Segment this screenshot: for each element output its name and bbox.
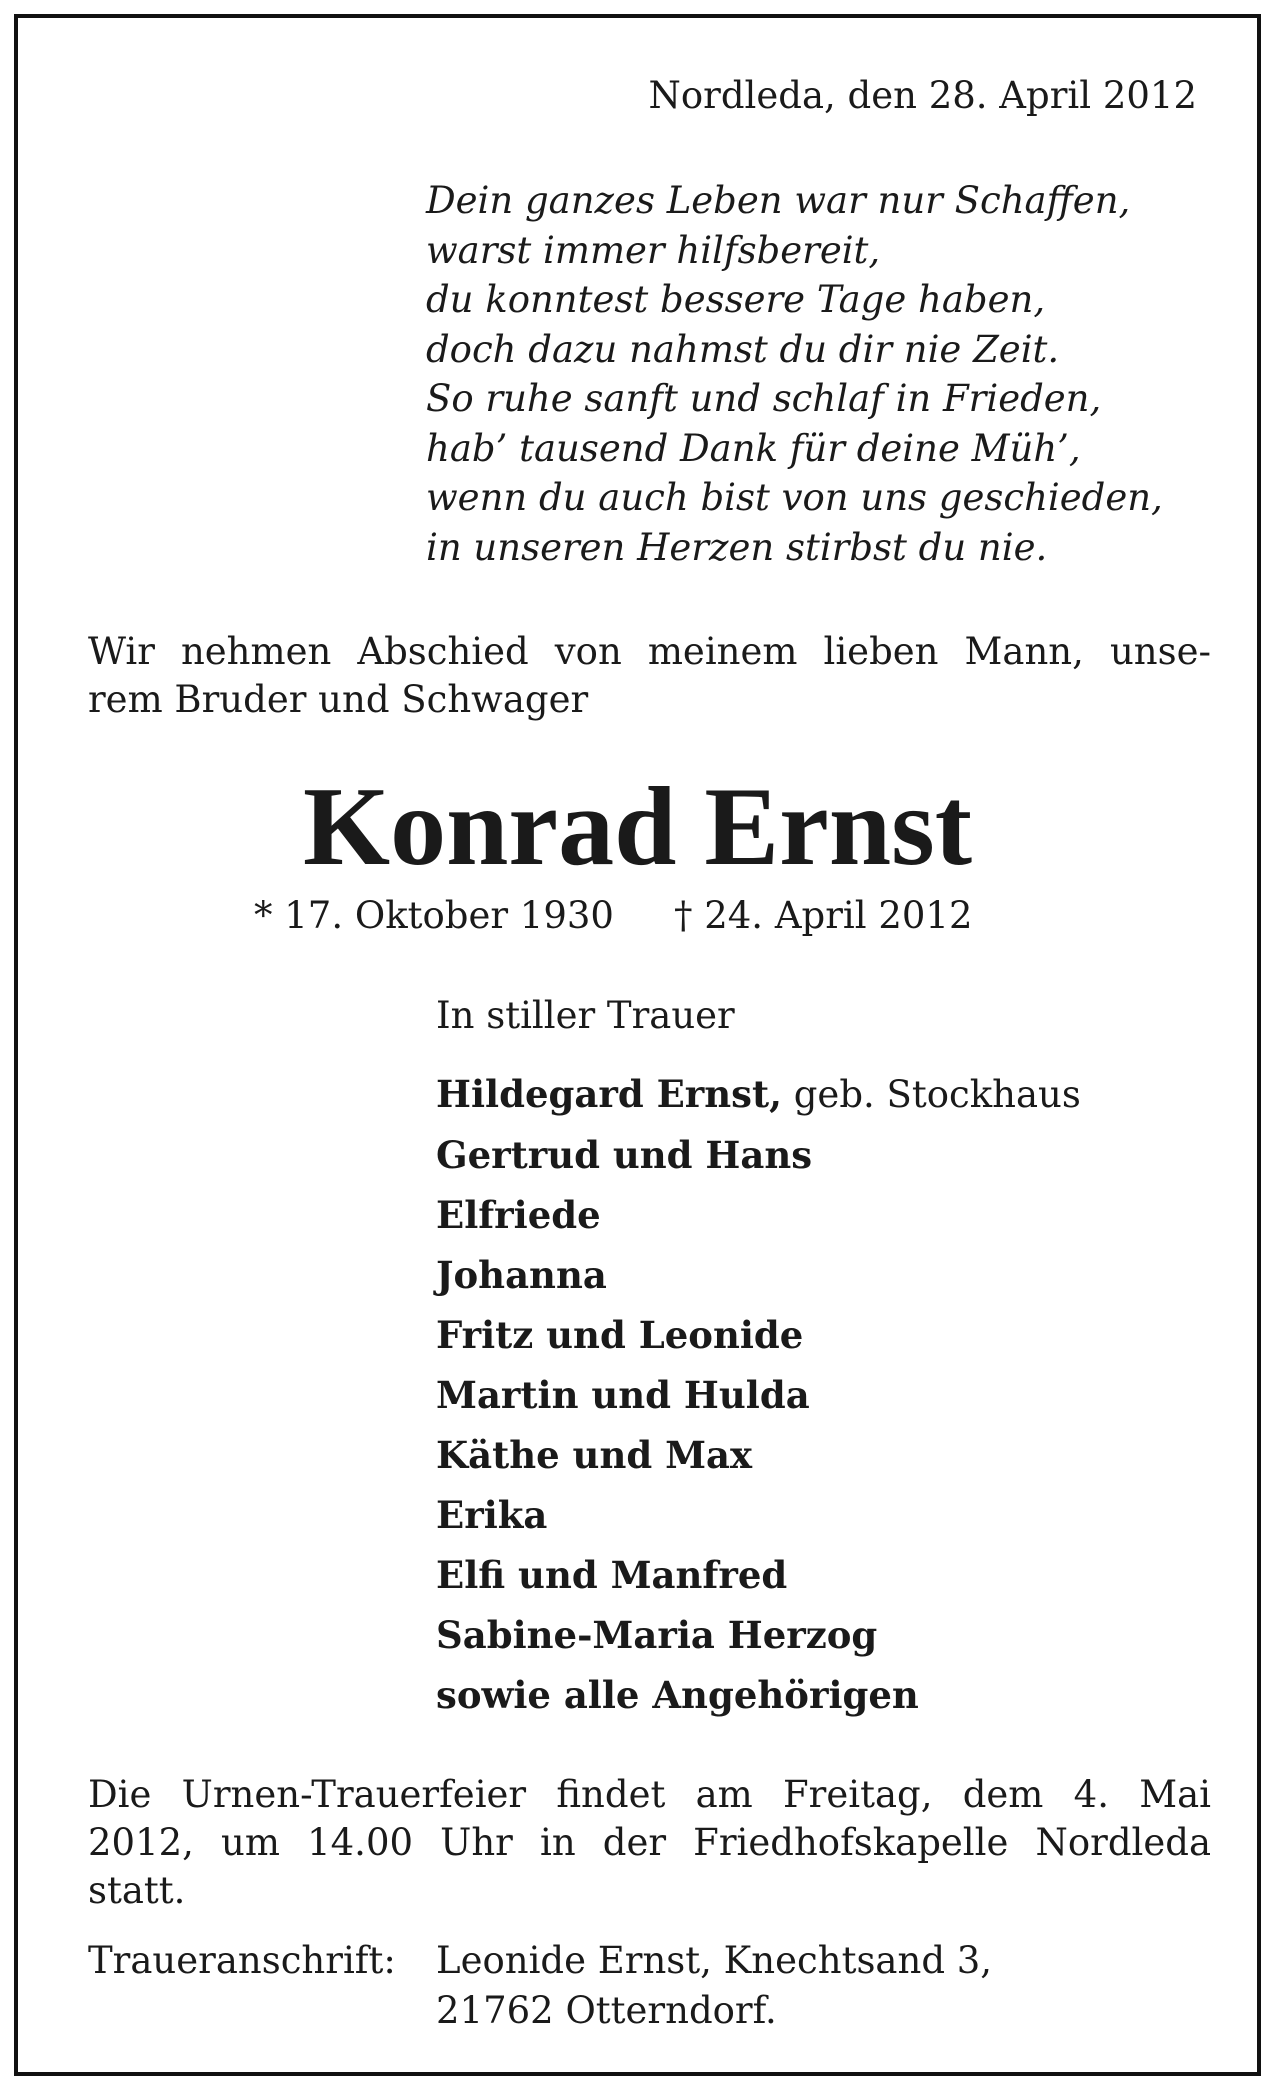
mourner-item: Käthe und Max (436, 1433, 753, 1477)
poem-line: hab’ tausend Dank für deine Müh’, (426, 426, 1081, 470)
poem-line: du konntest bessere Tage haben, (426, 278, 1046, 321)
service-line: statt. (88, 1869, 186, 1912)
poem (426, 176, 1163, 572)
address-line: 21762 Otterndorf. (436, 1989, 777, 2032)
service-line: Die Urnen-Trauerfeier findet am Freitag, dem 4. Mai (88, 1773, 1211, 1816)
mourner-item: Sabine-Maria Herzog (436, 1613, 878, 1657)
address-lines (436, 1936, 992, 2036)
mourner-item: Elfi und Manfred (436, 1553, 788, 1597)
address-line: Leonide Ernst, Knechtsand 3, (436, 1939, 993, 1982)
place-date: Nordleda, den 28. April 2012 (648, 74, 1197, 117)
mourner-item: Martin und Hulda (436, 1373, 810, 1417)
mourner-suffix: geb. Stockhaus (781, 1073, 1081, 1116)
life-dates (254, 894, 973, 938)
poem-line: in unseren Herzen stirbst du nie. (426, 525, 1048, 569)
mourner-item: sowie alle Angehörigen (436, 1673, 919, 1717)
obituary-notice (14, 14, 1261, 2076)
mourner-item: Fritz und Leonide (436, 1313, 804, 1357)
farewell-line: Wir nehmen Abschied von meinem lieben Mann, unse- (88, 630, 1211, 673)
poem-line: wenn du auch bist von uns geschieden, (426, 476, 1163, 519)
birth-date: * 17. Oktober 1930 (254, 894, 614, 937)
death-date: † 24. April 2012 (673, 894, 973, 937)
mourning-heading: In stiller Trauer (436, 994, 735, 1037)
poem-line: warst immer hilfsbereit, (426, 228, 881, 272)
poem-line: Dein ganzes Leben war nur Schaffen, (426, 179, 1131, 222)
mourners-list (436, 1064, 1081, 1725)
mourner-item: Erika (436, 1493, 548, 1537)
mourner-item: Elfriede (436, 1193, 601, 1237)
mourner-item: Johanna (436, 1253, 607, 1297)
mourner-item: Gertrud und Hans (436, 1133, 813, 1177)
poem-line: doch dazu nahmst du dir nie Zeit. (426, 327, 1060, 371)
deceased-name: Konrad Ernst (303, 765, 972, 889)
farewell-text (88, 628, 1211, 724)
service-line: 2012, um 14.00 Uhr in der Friedhofskapelle Nordleda (88, 1821, 1211, 1864)
address-label: Traueranschrift: (88, 1939, 396, 1982)
mourner-name: Hildegard Ernst, (436, 1072, 782, 1116)
mourner-item (436, 1064, 1081, 1125)
poem-line: So ruhe sanft und schlaf in Frieden, (426, 377, 1102, 420)
service-info (88, 1771, 1211, 1915)
farewell-line: rem Bruder und Schwager (88, 678, 589, 721)
